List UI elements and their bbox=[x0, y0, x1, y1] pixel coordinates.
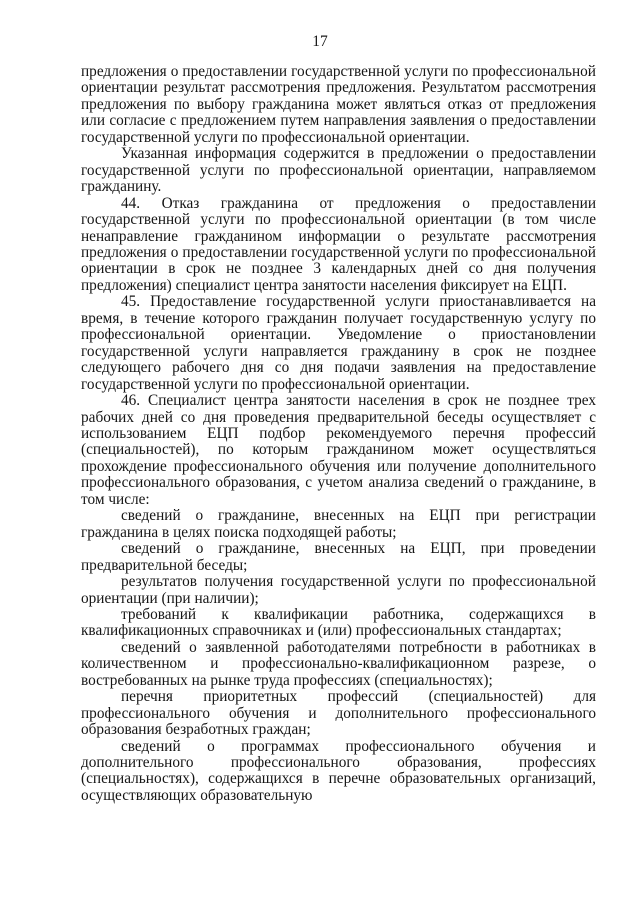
paragraph-46: 46. Специалист центра занятости населения в срок не позднее трех рабочих дней со дня проведения предварительной беседы осуществляет с использованием ЕЦП подбор рекомендуемого перечня профессий (специальностей), по которым гражданином может осуществляться прохождение профессионального обучения или получение дополнительного профессионального образования, с учетом анализа сведений о гражданине, в том числе: bbox=[81, 392, 596, 508]
list-item-orientation-results: результатов получения государственной услуги по профессиональной ориентации (при наличии); bbox=[81, 573, 596, 607]
list-item-employer-demand: сведений о заявленной работодателями потребности в работниках в количественном и профессионально-квалификационном разрезе, о востребованных на рынке труда профессиях (специальностях); bbox=[81, 638, 596, 689]
list-item-interview-info: сведений о гражданине, внесенных на ЕЦП, при проведении предварительной беседы; bbox=[81, 540, 596, 574]
document-body bbox=[81, 64, 596, 804]
list-item-qualification-requirements: требований к квалификации работника, содержащихся в квалификационных справочниках и (или) профессиональных стандартах; bbox=[81, 605, 596, 640]
paragraph-44: 44. Отказ гражданина от предложения о предоставлении государственной услуги по профессиональной ориентации (в том числе ненаправление гражданином информации о результате рассмотрения предложения о предоставлении государственной услуги по профессиональной ориентации в срок не позднее 3 календарных дней со дня получения предложения) специалист центра занятости населения фиксирует на ЕЦП. bbox=[81, 194, 596, 294]
paragraph-info-note: Указанная информация содержится в предложении о предоставлении государственной услуги по профессиональной ориентации, направляемом гражданину. bbox=[81, 145, 596, 196]
list-item-priority-professions: перечня приоритетных профессий (специальностей) для профессионального обучения и дополнительного профессионального образования безработных граждан; bbox=[81, 688, 596, 739]
paragraph-continuation: предложения о предоставлении государственной услуги по профессиональной ориентации результат рассмотрения предложения. Результатом рассмотрения предложения по выбору гражданина может являться отказ от предложения или согласие с предложением путем направления заявления о предоставлении государственной услуги по профессиональной ориентации. bbox=[81, 63, 596, 146]
list-item-registration-info: сведений о гражданине, внесенных на ЕЦП при регистрации гражданина в целях поиска подходящей работы; bbox=[81, 507, 596, 541]
paragraph-45: 45. Предоставление государственной услуги приостанавливается на время, в течение которого гражданин получает государственную услугу по профессиональной ориентации. Уведомление о приостановлении государственной услуги направляется гражданину в срок не позднее следующего рабочего дня со дня подачи заявления на предоставление государственной услуги по профессиональной ориентации. bbox=[81, 293, 596, 393]
list-item-training-programs: сведений о программах профессионального обучения и дополнительного профессионального образования, профессиях (специальностях), содержащихся в перечне образовательных организаций, осуществляющих образовательную bbox=[81, 737, 596, 804]
page-number: 17 bbox=[312, 33, 328, 50]
